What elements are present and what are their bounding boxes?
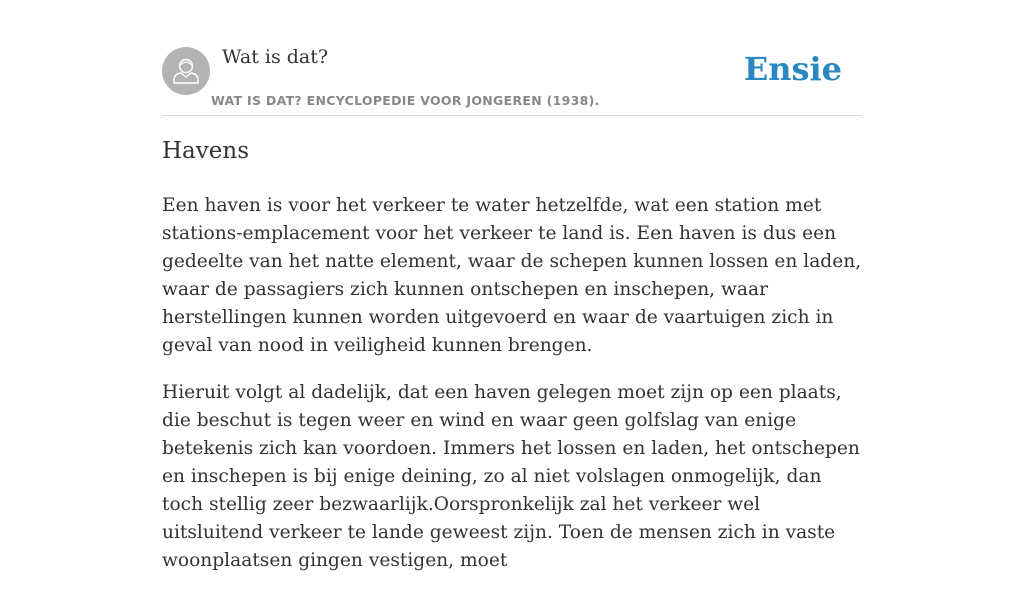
article-body <box>162 192 867 594</box>
article-paragraph: Hieruit volgt al dadelijk, dat een haven gelegen moet zijn op een plaats, die beschut is tegen weer en wind en waar geen golfslag van enige betekenis zich kan voordoen. Immers het lossen en laden, het ontschepen en inschepen is bij enige deining, zo al niet volslagen onmogelijk, dan toch stellig zeer bezwaarlijk.Oorspronkelijk zal het verkeer wel uitsluitend verkeer te lande geweest zijn. Toen de mensen zich in vaste woonplaatsen gingen vestigen, moet <box>162 382 860 571</box>
article-title: Havens <box>162 138 249 164</box>
user-icon <box>162 47 210 95</box>
source-avatar[interactable] <box>162 47 210 95</box>
source-header <box>162 40 862 116</box>
brand-logo[interactable]: Ensie <box>743 50 842 88</box>
source-title[interactable]: Wat is dat? <box>222 46 329 68</box>
source-subtitle: WAT IS DAT? ENCYCLOPEDIE VOOR JONGEREN (1938). <box>211 93 600 108</box>
article-paragraph: Een haven is voor het verkeer te water hetzelfde, wat een station met stations-emplacement voor het verkeer te land is. Een haven is dus een gedeelte van het natte element, waar de schepen kunnen lossen en laden, waar de passagiers zich kunnen ontschepen en inschepen, waar herstellingen kunnen worden uitgevoerd en waar de vaartuigen zich in geval van nood in veiligheid kunnen brengen. <box>162 195 862 356</box>
